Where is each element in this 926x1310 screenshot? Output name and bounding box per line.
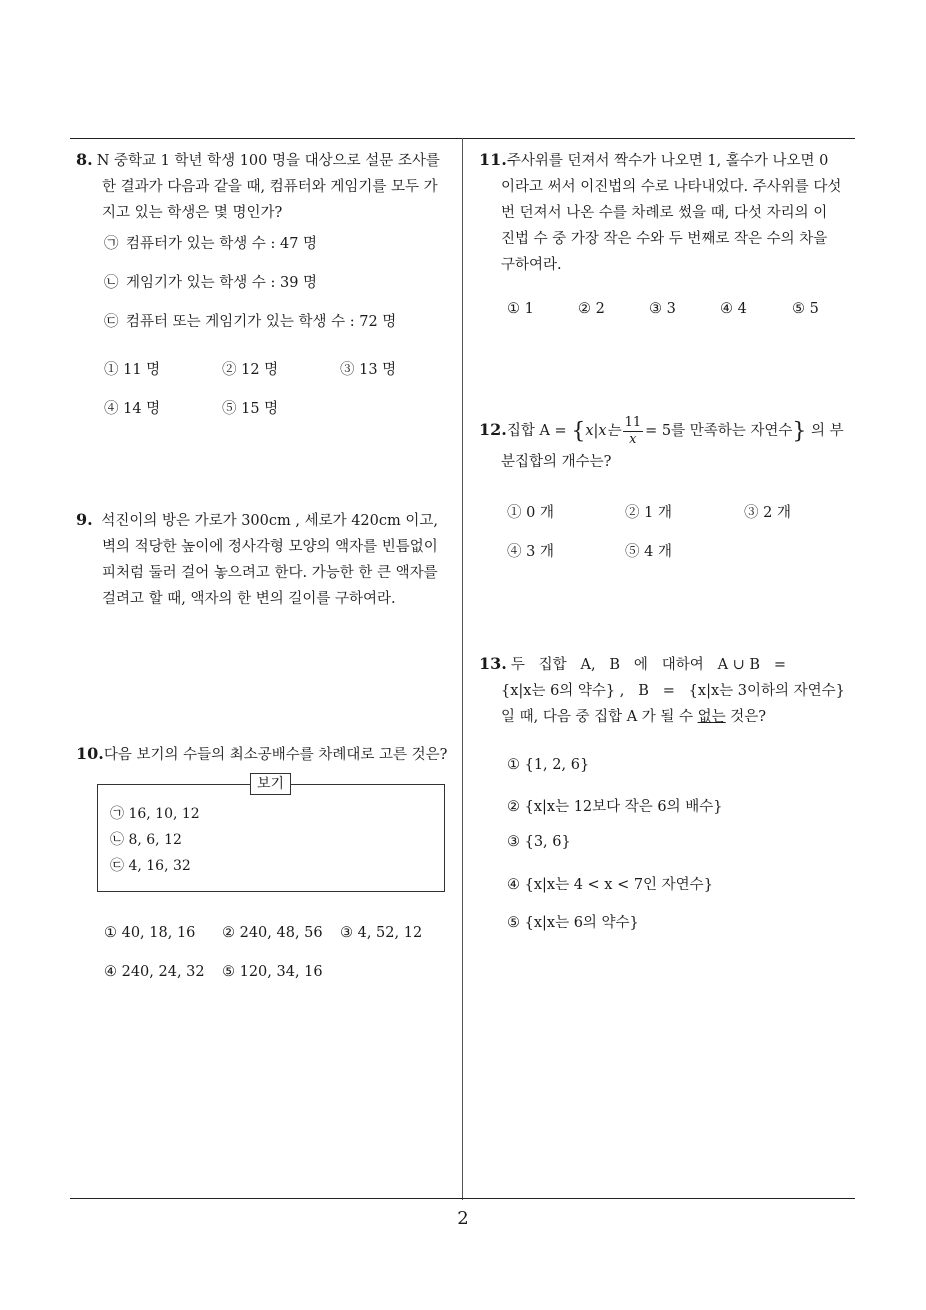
stem-text: 것은? xyxy=(725,709,767,725)
question-8 xyxy=(76,147,461,226)
stem-line: 벽의 적당한 높이에 정사각형 모양의 액자를 빈틈없이 xyxy=(102,539,438,555)
stem-line: 진법 수 중 가장 작은 수와 두 번째로 작은 수의 차을 xyxy=(501,231,828,247)
stem-line: 번 던져서 나온 수를 차례로 썼을 때, 다섯 자리의 이 xyxy=(501,205,828,221)
condition-item xyxy=(104,310,396,331)
condition-mark: ㉢ xyxy=(104,314,119,330)
question-number: 12. xyxy=(479,420,507,439)
answer-choice[interactable]: ③ 2 개 xyxy=(744,505,791,521)
answer-choice[interactable]: ③ 13 명 xyxy=(340,362,397,378)
stem-line xyxy=(479,704,861,730)
bogi-title: 보기 xyxy=(250,773,291,795)
fraction-denominator: x xyxy=(629,431,637,447)
question-13 xyxy=(479,651,861,730)
answer-choice[interactable]: ② 240, 48, 56 xyxy=(222,925,323,941)
answer-choice[interactable]: ④ {x|x는 4 < x < 7인 자연수} xyxy=(507,877,713,893)
stem-line: 석진이의 방은 가로가 300cm , 세로가 420cm 이고, xyxy=(101,513,438,529)
set-variable: x|x는 xyxy=(585,423,621,439)
question-11 xyxy=(479,147,861,278)
stem-text: 일 때, 다음 중 집합 A 가 될 수 xyxy=(501,709,698,725)
bottom-rule xyxy=(70,1198,855,1199)
bogi-box xyxy=(97,776,445,892)
set-brace: } xyxy=(792,419,807,444)
page-number: 2 xyxy=(457,1208,469,1229)
stem-text: 집합 A = xyxy=(506,423,572,439)
bogi-item: ㉠ 16, 10, 12 xyxy=(110,806,200,822)
stem-line: 이라고 써서 이진법의 수로 나타내었다. 주사위를 다섯 xyxy=(501,179,842,195)
answer-choice[interactable]: ① 0 개 xyxy=(507,505,554,521)
answer-choice[interactable]: ① 40, 18, 16 xyxy=(104,925,196,941)
stem-line: {x|x는 6의 약수} , B = {x|x는 3이하의 자연수} xyxy=(501,683,845,699)
stem-line: 피처럼 둘러 걸어 놓으려고 한다. 가능한 한 큰 액자를 xyxy=(102,565,438,581)
answer-choice[interactable]: ④ 14 명 xyxy=(104,401,161,417)
stem-line: 주사위를 던져서 짝수가 나오면 1, 홀수가 나오면 0 xyxy=(506,153,829,169)
condition-item xyxy=(104,232,317,253)
answer-choice[interactable]: ⑤ 120, 34, 16 xyxy=(222,964,323,980)
fraction xyxy=(623,415,644,448)
answer-choice[interactable]: ⑤ {x|x는 6의 약수} xyxy=(507,915,639,931)
answer-choice[interactable]: ② {x|x는 12보다 작은 6의 배수} xyxy=(507,799,723,815)
answer-choice[interactable]: ② 12 명 xyxy=(222,362,279,378)
stem-line: N 중학교 1 학년 학생 100 명을 대상으로 설문 조사를 xyxy=(96,153,440,169)
question-11-stem xyxy=(479,147,861,278)
stem-line: 두 집합 A, B 에 대하여 A ∪ B = xyxy=(510,657,787,673)
answer-choice[interactable]: ① {1, 2, 6} xyxy=(507,757,590,773)
underlined-text: 없는 xyxy=(697,709,726,725)
answer-choice[interactable]: ② 1 개 xyxy=(625,505,672,521)
bogi-item: ㉡ 8, 6, 12 xyxy=(110,832,182,848)
question-10-stem xyxy=(76,741,461,768)
answer-choice[interactable]: ④ 4 xyxy=(720,301,747,317)
question-13-stem xyxy=(479,651,861,730)
stem-line: 한 결과가 다음과 같을 때, 컴퓨터와 게임기를 모두 가 xyxy=(102,179,438,195)
question-10 xyxy=(76,741,461,768)
condition-text: 컴퓨터가 있는 학생 수 : 47 명 xyxy=(126,236,318,252)
question-number: 8. xyxy=(76,150,93,169)
question-9-stem xyxy=(76,507,461,612)
condition-item xyxy=(104,271,317,292)
stem-line: 걸려고 할 때, 액자의 한 변의 길이를 구하여라. xyxy=(102,591,396,607)
answer-choice[interactable]: ⑤ 15 명 xyxy=(222,401,279,417)
question-number: 11. xyxy=(479,150,507,169)
answer-choice[interactable]: ③ 3 xyxy=(649,301,676,317)
question-8-stem xyxy=(76,147,461,226)
answer-choice[interactable]: ⑤ 4 개 xyxy=(625,544,672,560)
answer-choice[interactable]: ① 11 명 xyxy=(104,362,161,378)
question-number: 10. xyxy=(76,744,104,763)
condition-text: 게임기가 있는 학생 수 : 39 명 xyxy=(126,275,318,291)
condition-mark: ㉡ xyxy=(104,275,119,291)
question-12 xyxy=(479,412,861,474)
stem-line: 지고 있는 학생은 몇 명인가? xyxy=(102,205,283,221)
condition-mark: ㉠ xyxy=(104,236,119,252)
condition-text: 컴퓨터 또는 게임기가 있는 학생 수 : 72 명 xyxy=(126,314,397,330)
question-number: 9. xyxy=(76,510,93,529)
answer-choice[interactable]: ① 1 xyxy=(507,301,534,317)
bogi-item: ㉢ 4, 16, 32 xyxy=(110,858,191,874)
answer-choice[interactable]: ③ 4, 52, 12 xyxy=(340,925,423,941)
column-divider xyxy=(462,138,463,1200)
question-12-line1 xyxy=(479,412,861,450)
answer-choice[interactable]: ⑤ 5 xyxy=(792,301,819,317)
set-condition: = 5를 만족하는 자연수 xyxy=(645,423,793,439)
answer-choice[interactable]: ③ {3, 6} xyxy=(507,834,571,850)
stem-line: 분집합의 개수는? xyxy=(501,454,612,470)
answer-choice[interactable]: ④ 240, 24, 32 xyxy=(104,964,205,980)
stem-text: 의 부 xyxy=(810,423,844,439)
stem-line: 구하여라. xyxy=(501,257,562,273)
stem-line: 다음 보기의 수들의 최소공배수를 차례대로 고른 것은? xyxy=(103,747,448,763)
set-brace: { xyxy=(571,419,586,444)
answer-choice[interactable]: ② 2 xyxy=(578,301,605,317)
answer-choice[interactable]: ④ 3 개 xyxy=(507,544,554,560)
question-number: 13. xyxy=(479,654,507,673)
fraction-numerator: 11 xyxy=(624,414,642,430)
question-9 xyxy=(76,507,461,612)
